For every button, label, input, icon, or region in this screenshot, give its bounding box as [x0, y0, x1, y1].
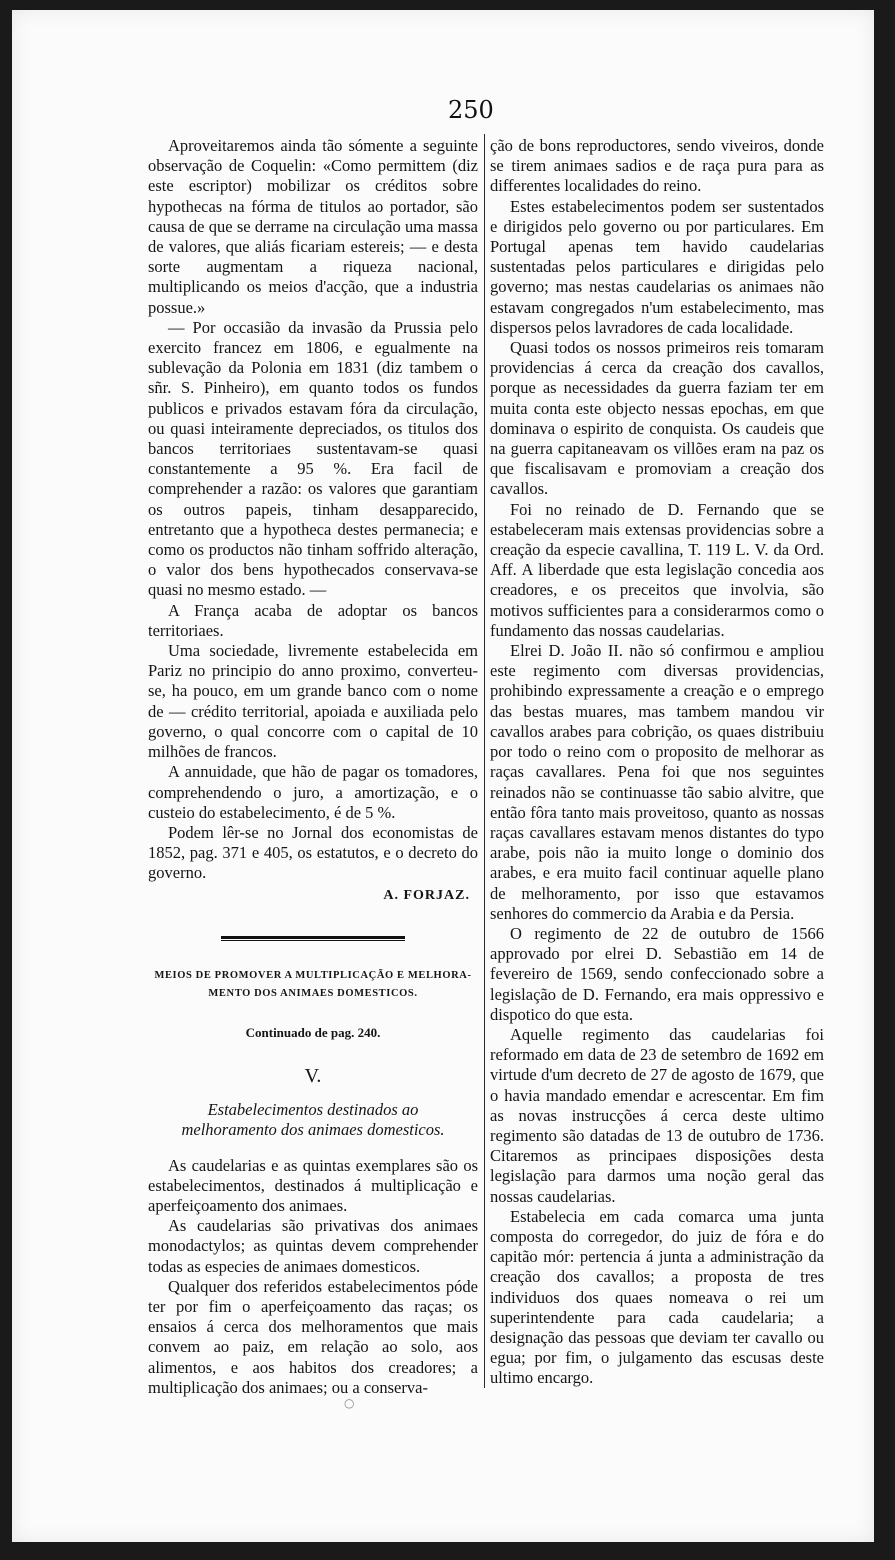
paragraph: Aproveitaremos ainda tão sómente a seguinte observação de Coquelin: «Como permittem (diz este escriptor) mobilizar os créditos sobre hypothecas na fórma de titulos ao portador, são causa de que se derrame na circulação uma massa de valores, que aliás ficariam estereis; — e desta sorte augmentam a riqueza nacional, multiplicando os meios d'acção, que a industria possue.»	[148, 136, 478, 317]
chapter-number: V.	[304, 1064, 322, 1087]
paragraph: Aquelle regimento das caudelarias foi reformado em data de 23 de setembro de 1692 em virtude d'um decreto de 27 de agosto de 1679, que o havia mandado emendar e acrescentar. Em fim as novas instrucções á cerca deste ultimo regimento são datadas de 13 de outubro de 1736. Citaremos as principaes disposições desta legislação para darmos uma noção geral das nossas caudelarias.	[490, 1024, 824, 1206]
paragraph: Quasi todos os nossos primeiros reis tomaram providencias á cerca da creação dos cavallos, porque as necessidades da guerra faziam ter em muita conta este objecto nessas epochas, em que dominava o espirito de conquista. Os caudeis que na guerra capitaneavam os villões eram na paz os que fiscalisavam e promoviam a creação dos cavallos.	[490, 338, 824, 499]
page-number: 250	[448, 96, 494, 124]
column-divider	[484, 134, 485, 1388]
paragraph: A annuidade, que hão de pagar os tomadores, comprehendendo o juro, a amortização, e o custeio do estabelecimento, é de 5 %.	[148, 762, 478, 822]
paragraph: Estabelecia em cada comarca uma junta composta do corregedor, do juiz de fóra e do capitão mór: pertencia á junta a administração da creação dos cavallos; a proposta de tres individuos dos quaes nomeava o rei um superintendente para cada caudelaria; a designação das pessoas que deviam ter cavallo ou egua; por fim, o julgamento das escusas deste ultimo encargo.	[490, 1206, 824, 1388]
paragraph: Qualquer dos referidos estabelecimentos póde ter por fim o aperfeiçoamento das raças; os ensaios á cerca dos melhoramentos que mais convem ao paiz, em relação ao solo, aos alimentos, e aos habitos dos creadores; a multiplicação dos animaes; ou a conserva-	[148, 1276, 478, 1397]
paragraph: Foi no reinado de D. Fernando que se estabeleceram mais extensas providencias sobre a creação da especie cavallina, T. 119 L. V. da Ord. Aff. A liberdade que esta legislação concedia aos creadores, e os preceitos que involvia, são motivos sufficientes para a considerarmos como o fundamento das nossas caudelarias.	[490, 499, 824, 640]
paragraph: As caudelarias e as quintas exemplares são os estabelecimentos, destinados á multiplicação e aperfeiçoamento dos animaes.	[148, 1155, 478, 1215]
author-signature: A. FORJAZ.	[383, 887, 470, 903]
right-column	[490, 136, 824, 1389]
chapter-subheading: Estabelecimentos destinados ao melhoramento dos animaes domesticos.	[181, 1099, 445, 1139]
left-column	[148, 136, 478, 1398]
section-divider	[221, 936, 405, 941]
paragraph: O regimento de 22 de outubro de 1566 approvado por elrei D. Sebastião em 14 de fevereiro de 1569, sendo confeccionado sobre a legislação de D. Fernando, era mais oppressivo e dispotico do que esta.	[490, 923, 824, 1024]
paragraph: A França acaba de adoptar os bancos territoriaes.	[148, 600, 478, 640]
paragraph: — Por occasião da invasão da Prussia pelo exercito francez em 1806, e egualmente na sublevação da Polonia em 1831 (diz tambem o sñr. S. Pinheiro), em quanto todos os fundos publicos e privados estavam fóra da circulação, ou quasi inteiramente depreciados, os titulos dos bancos territoriaes sustentavam-se quasi constantemente a 95 %. Era facil de comprehender a razão: os valores que garantiam os outros papeis, tinham desapparecido, entretanto que a hypotheca destes permanecia; e como os productos não tinham soffrido alteração, o valor dos bens hypothecados conservava-se quasi no mesmo estado. —	[148, 317, 478, 600]
footer-mark: ○	[344, 1396, 355, 1410]
paragraph: As caudelarias são privativas dos animaes monodactylos; as quintas devem comprehender todas as especies de animaes domesticos.	[148, 1216, 478, 1276]
paragraph: Uma sociedade, livremente estabelecida em Pariz no principio do anno proximo, converteu-se, ha pouco, em um grande banco com o nome de — crédito territorial, apoiada e auxiliada pelo governo, o qual concorre com o capital de 10 milhões de francos.	[148, 641, 478, 762]
paragraph: ção de bons reproductores, sendo viveiros, donde se tirem animaes sadios e de raça pura para as differentes localidades do reino.	[490, 136, 824, 196]
continued-note: Continuado de pag. 240.	[245, 1024, 381, 1040]
section-title-line: MEIOS DE PROMOVER A MULTIPLICAÇÃO E MELHORA-	[154, 969, 472, 981]
section-title-line: MENTO DOS ANIMAES DOMESTICOS.	[208, 987, 418, 999]
scanned-page	[12, 10, 874, 1542]
paragraph: Podem lêr-se no Jornal dos economistas de 1852, pag. 371 e 405, os estatutos, e o decreto do governo.	[148, 822, 478, 883]
paragraph: Elrei D. João II. não só confirmou e ampliou este regimento com diversas providencias, prohibindo expressamente a creação e o emprego das bestas muares, mas tambem mandou vir cavallos arabes para cobrição, os quaes distribuiu por todo o reino com o proposito de melhorar as raças cavallares. Pena foi que nos seguintes reinados não se continuasse tão sabio alvitre, que então fôra tanto mais proveitoso, quanto as nossas raças cavallares estavam menos distantes do typo arabe, pois não ia muito longe o dominio dos arabes, e era muito facil continuar aquelle plano de melhoramento, por isso que estavamos senhores do commercio da Arabia e da Persia.	[490, 641, 824, 923]
paragraph: Estes estabelecimentos podem ser sustentados e dirigidos pelo governo ou por particulares. Em Portugal apenas tem havido caudelarias sustentadas pelos particulares e dirigidas pelo governo; mas nestas caudelarias os animaes não estavam congregados n'um estabelecimento, mas dispersos pelos lavradores de cada localidade.	[490, 196, 824, 337]
